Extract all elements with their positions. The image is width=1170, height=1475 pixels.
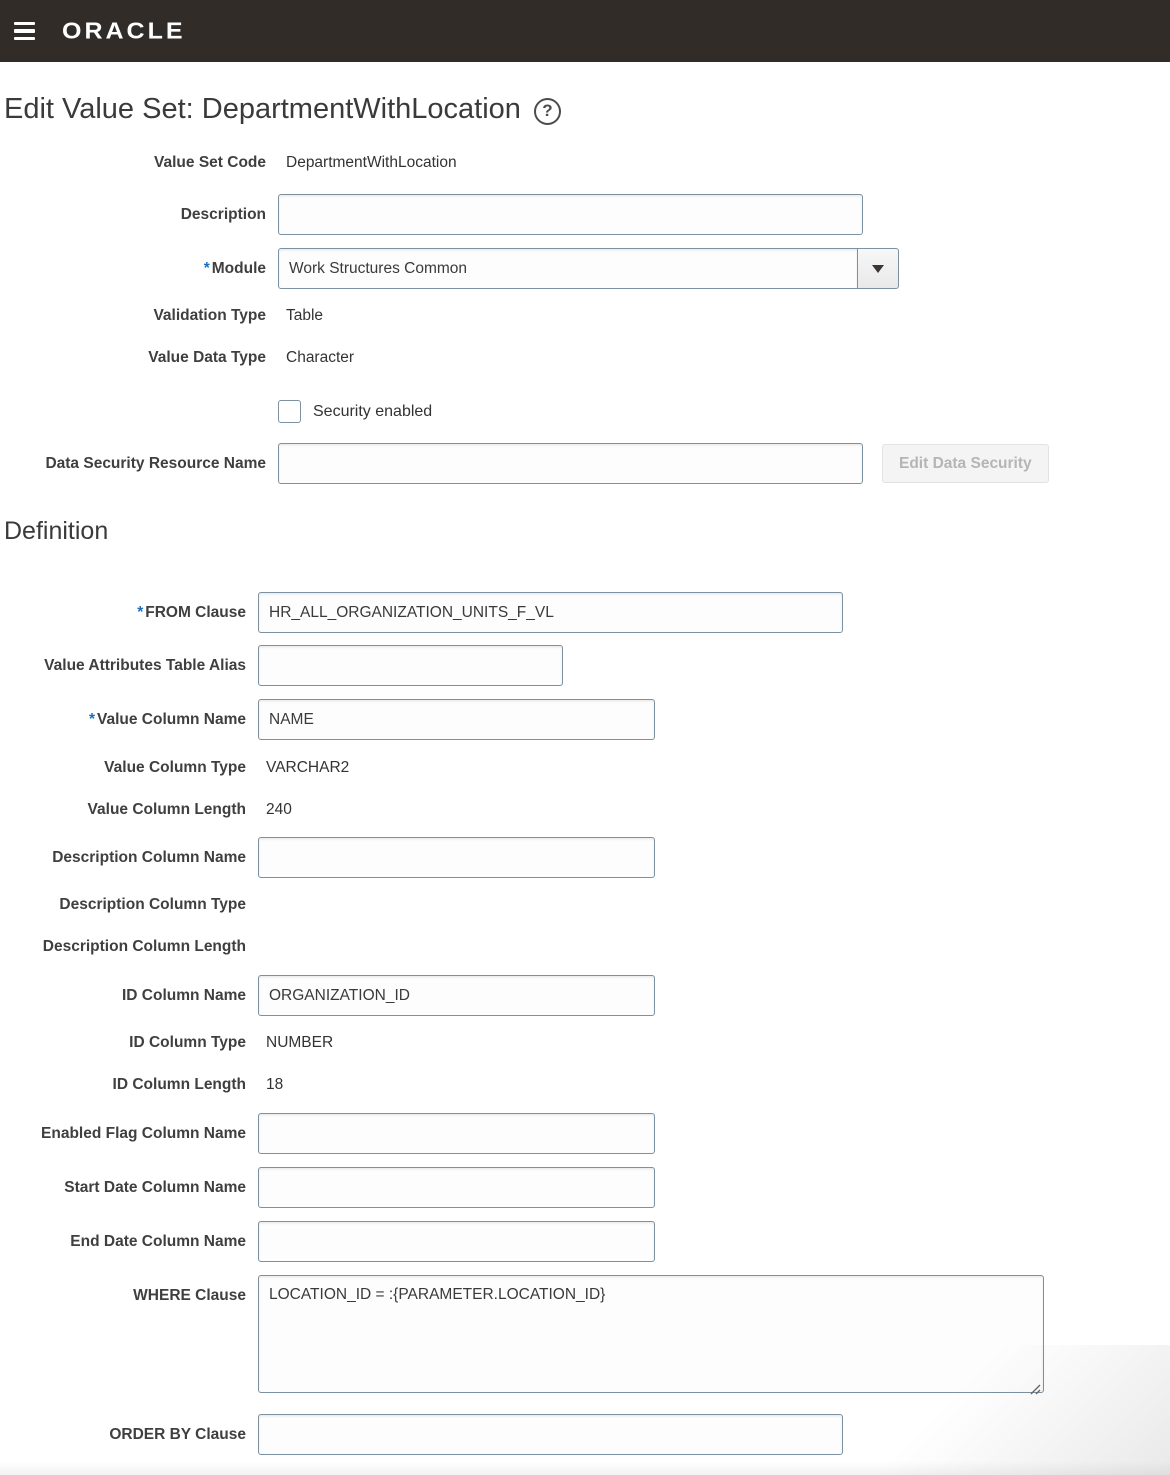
value-column-type-row xyxy=(0,755,1170,781)
start-date-column-name-label: Start Date Column Name xyxy=(64,1178,246,1196)
end-date-column-name-row xyxy=(0,1221,1170,1262)
description-column-type-row xyxy=(0,892,1170,918)
order-by-clause-row xyxy=(0,1414,1170,1455)
module-row xyxy=(0,248,1170,289)
module-dropdown-button[interactable] xyxy=(857,248,899,289)
enabled-flag-column-name-label: Enabled Flag Column Name xyxy=(41,1124,246,1142)
value-attributes-table-alias-input[interactable] xyxy=(258,645,563,686)
description-input[interactable] xyxy=(278,194,863,235)
module-combo xyxy=(278,248,899,289)
oracle-logo: ORACLE xyxy=(62,17,186,44)
security-enabled-checkbox[interactable] xyxy=(278,400,301,423)
required-marker: * xyxy=(203,259,210,277)
value-data-type-row xyxy=(0,345,1170,371)
description-column-length-row xyxy=(0,934,1170,960)
app-header xyxy=(0,0,1170,62)
required-marker: * xyxy=(137,603,144,621)
description-column-name-row xyxy=(0,837,1170,878)
general-form xyxy=(0,150,1170,484)
value-column-type-label: Value Column Type xyxy=(104,759,246,776)
description-column-name-label: Description Column Name xyxy=(52,848,246,866)
description-column-length-label: Description Column Length xyxy=(42,938,246,955)
start-date-column-name-input[interactable] xyxy=(258,1167,655,1208)
from-clause-input[interactable] xyxy=(258,592,843,633)
description-row xyxy=(0,194,1170,235)
bottom-strip xyxy=(0,1461,1170,1475)
value-attributes-table-alias-label: Value Attributes Table Alias xyxy=(44,656,246,674)
id-column-length-value: 18 xyxy=(266,1076,284,1093)
value-column-name-row xyxy=(0,699,1170,740)
validation-type-value: Table xyxy=(286,307,324,324)
required-marker: * xyxy=(88,710,95,728)
value-set-code-row xyxy=(0,150,1170,176)
page-title: Edit Value Set: DepartmentWithLocation xyxy=(4,93,521,125)
id-column-length-label: ID Column Length xyxy=(112,1076,246,1093)
order-by-clause-label: ORDER BY Clause xyxy=(109,1425,246,1443)
where-clause-wrap xyxy=(258,1275,1044,1398)
definition-form xyxy=(0,592,1170,1455)
value-attributes-table-alias-row xyxy=(0,645,1170,686)
value-set-code-label: Value Set Code xyxy=(154,154,266,171)
order-by-clause-input[interactable] xyxy=(258,1414,843,1455)
security-enabled-label: Security enabled xyxy=(313,402,433,420)
enabled-flag-column-name-row xyxy=(0,1113,1170,1154)
description-label: Description xyxy=(180,205,266,223)
description-column-type-label: Description Column Type xyxy=(59,896,246,913)
chevron-down-icon xyxy=(872,265,884,273)
definition-heading: Definition xyxy=(4,517,109,545)
data-security-resource-row xyxy=(0,443,1170,484)
value-column-name-label: * Value Column Name xyxy=(88,710,246,728)
value-column-length-value: 240 xyxy=(266,801,292,818)
enabled-flag-column-name-input[interactable] xyxy=(258,1113,655,1154)
value-data-type-label: Value Data Type xyxy=(148,349,266,366)
module-input[interactable] xyxy=(278,248,858,289)
id-column-name-label: ID Column Name xyxy=(121,986,246,1004)
id-column-type-label: ID Column Type xyxy=(129,1034,246,1051)
id-column-type-row xyxy=(0,1030,1170,1056)
end-date-column-name-label: End Date Column Name xyxy=(70,1232,246,1250)
end-date-column-name-input[interactable] xyxy=(258,1221,655,1262)
start-date-column-name-row xyxy=(0,1167,1170,1208)
validation-type-row xyxy=(0,303,1170,329)
security-enabled-row xyxy=(0,400,1170,423)
where-clause-label: WHERE Clause xyxy=(133,1287,246,1304)
value-column-type-value: VARCHAR2 xyxy=(266,759,350,776)
id-column-name-input[interactable] xyxy=(258,975,655,1016)
data-security-resource-input[interactable] xyxy=(278,443,863,484)
from-clause-label: * FROM Clause xyxy=(137,603,246,621)
help-icon[interactable]: ? xyxy=(534,98,561,125)
where-clause-textarea[interactable] xyxy=(258,1275,1044,1393)
title-row xyxy=(4,93,1170,126)
edit-data-security-button[interactable]: Edit Data Security xyxy=(882,444,1049,483)
hamburger-menu-icon[interactable] xyxy=(14,22,35,40)
value-column-length-row xyxy=(0,797,1170,823)
resize-grip-icon[interactable] xyxy=(1028,1382,1041,1395)
where-clause-row xyxy=(0,1275,1170,1398)
id-column-type-value: NUMBER xyxy=(266,1034,334,1051)
value-column-length-label: Value Column Length xyxy=(87,801,246,818)
value-column-name-input[interactable] xyxy=(258,699,655,740)
from-clause-row xyxy=(0,592,1170,633)
module-label: * Module xyxy=(203,259,266,277)
value-data-type-value: Character xyxy=(286,349,355,366)
validation-type-label: Validation Type xyxy=(153,307,266,324)
value-set-code-value: DepartmentWithLocation xyxy=(286,154,457,171)
description-column-name-input[interactable] xyxy=(258,837,655,878)
id-column-name-row xyxy=(0,975,1170,1016)
id-column-length-row xyxy=(0,1072,1170,1098)
data-security-resource-label: Data Security Resource Name xyxy=(45,454,266,472)
